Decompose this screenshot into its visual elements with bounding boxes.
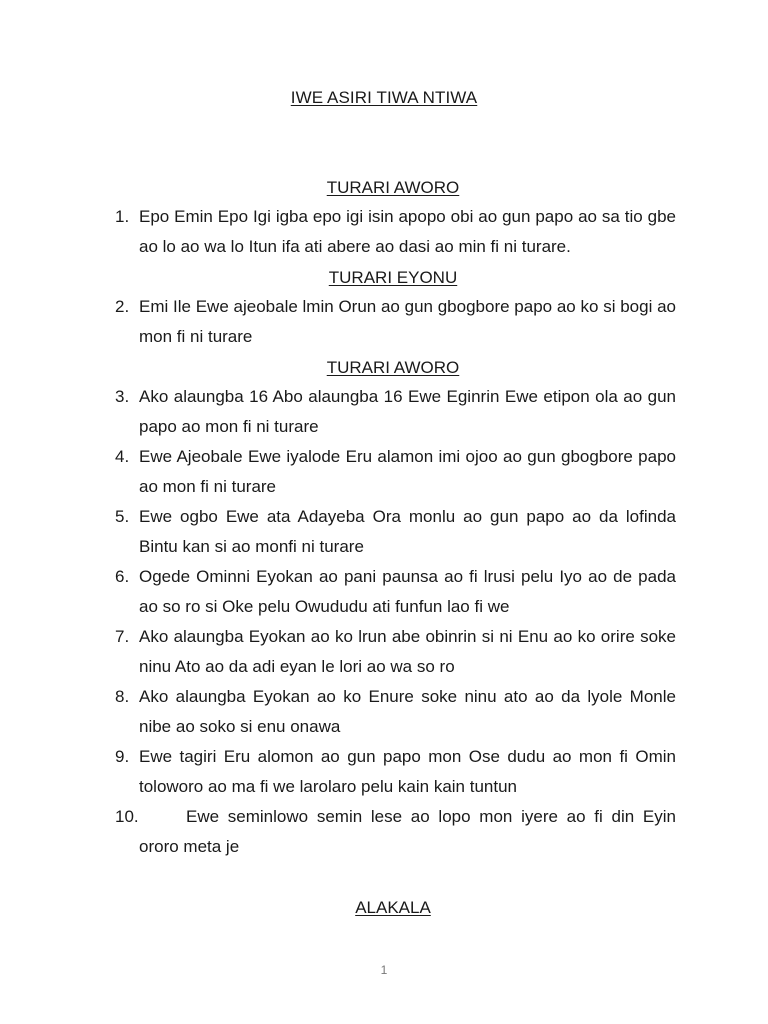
list-item-number: 4. [115, 447, 130, 466]
list-item-text: Ako alaungba Eyokan ao ko lrun abe obinrin si ni Enu ao ko orire soke ninu Ato ao da adi eyan le lori ao wa so ro [139, 627, 676, 676]
list-item-text: Ewe Ajeobale Ewe iyalode Eru alamon imi ojoo ao gun gbogbore papo ao mon fi ni turare [139, 447, 676, 496]
page-number: 1 [380, 963, 388, 977]
section-heading: TURARI AWORO [326, 178, 460, 197]
list-item-text: Ogede Ominni Eyokan ao pani paunsa ao fi lrusi pelu Iyo ao de pada ao so ro si Oke pelu Owududu ati funfun lao fi we [139, 567, 676, 616]
list-item [115, 442, 676, 502]
section-heading: TURARI AWORO [326, 358, 460, 377]
list-item-text: Ewe ogbo Ewe ata Adayeba Ora monlu ao gun papo ao da lofinda Bintu kan si ao monfi ni turare [139, 507, 676, 556]
list-item [115, 682, 676, 742]
list-item-text: Emi Ile Ewe ajeobale lmin Orun ao gun gbogbore papo ao ko si bogi ao mon fi ni turare [139, 297, 676, 346]
list-item-number: 2. [115, 297, 130, 316]
list-item [115, 502, 676, 562]
list-item-number: 1. [115, 207, 130, 226]
list-item-text: Ako alaungba Eyokan ao ko Enure soke ninu ato ao da lyole Monle nibe ao soko si enu onawa [139, 687, 676, 736]
list-item-number: 5. [115, 507, 130, 526]
list-item-text: Ako alaungba 16 Abo alaungba 16 Ewe Eginrin Ewe etipon ola ao gun papo ao mon fi ni turare [139, 387, 676, 436]
list-item-text: Ewe tagiri Eru alomon ao gun papo mon Ose dudu ao mon fi Omin toloworo ao ma fi we larolaro pelu kain kain tuntun [139, 747, 676, 796]
list-item-number: 7. [115, 627, 130, 646]
list-item-number: 10. [115, 807, 139, 826]
document-title: IWE ASIRI TIWA NTIWA [290, 88, 478, 107]
list-item-number: 9. [115, 747, 130, 766]
list-item [115, 292, 676, 352]
list-item-number: 3. [115, 387, 130, 406]
section-heading: ALAKALA [355, 898, 431, 917]
list-item-number: 8. [115, 687, 130, 706]
list-item [115, 202, 676, 262]
list-item-number: 6. [115, 567, 130, 586]
list-item-text: Ewe seminlowo semin lese ao lopo mon iyere ao fi din Eyin ororo meta je [139, 807, 676, 856]
list-item [115, 562, 676, 622]
list-item [115, 742, 676, 802]
list-item-text: Epo Emin Epo Igi igba epo igi isin apopo obi ao gun papo ao sa tio gbe ao lo ao wa lo Itun ifa ati abere ao dasi ao min fi ni turare. [139, 207, 676, 256]
list-item [115, 802, 676, 862]
section-heading: TURARI EYONU [328, 268, 458, 287]
list-item [115, 382, 676, 442]
list-item [115, 622, 676, 682]
